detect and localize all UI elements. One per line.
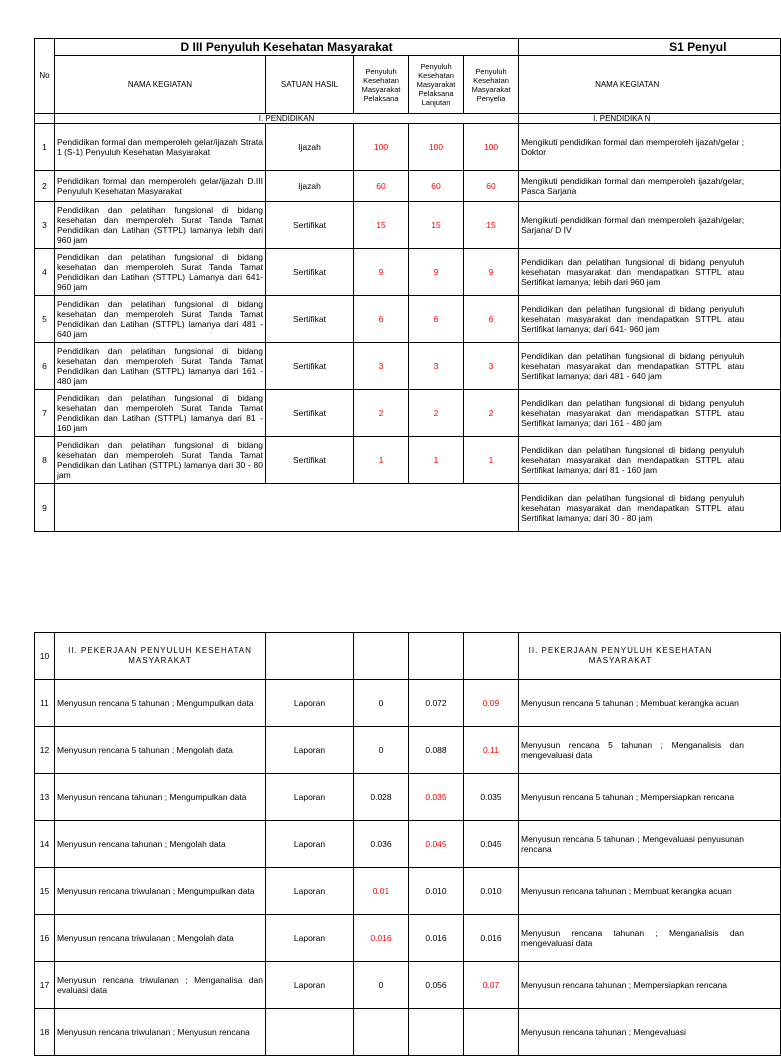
unit-cell: Sertifikat — [266, 343, 354, 390]
credit-penyelia — [464, 1009, 519, 1056]
credit-pelaksana: 0 — [354, 727, 409, 774]
credit-pelaksana: 2 — [354, 390, 409, 437]
credit-penyelia: 0.09 — [464, 680, 519, 727]
credit-lanjutan: 0.072 — [409, 680, 464, 727]
work-table — [34, 632, 781, 1056]
table-row — [35, 774, 781, 821]
unit-cell: Ijazah — [266, 124, 354, 171]
activity-name: Menyusun rencana 5 tahunan ; Mengumpulkan data — [55, 680, 266, 727]
unit-cell: Sertifikat — [266, 390, 354, 437]
credit-pelaksana: 3 — [354, 343, 409, 390]
unit-cell: Laporan — [266, 868, 354, 915]
credit-penyelia: 9 — [464, 249, 519, 296]
row-number: 12 — [35, 727, 55, 774]
unit-cell: Laporan — [266, 727, 354, 774]
s1-activity-name: Mengikuti pendidikan formal dan memperoleh ijazah/gelar ; Doktor — [519, 124, 781, 171]
unit-cell: Sertifikat — [266, 202, 354, 249]
empty-cell — [55, 484, 519, 532]
header-s1-nama-kegiatan: NAMA KEGIATAN — [519, 56, 781, 114]
activity-name: Menyusun rencana triwulanan ; Mengolah data — [55, 915, 266, 962]
row-number: 17 — [35, 962, 55, 1009]
credit-penyelia: 0.010 — [464, 868, 519, 915]
unit-cell: Ijazah — [266, 171, 354, 202]
row-number: 8 — [35, 437, 55, 484]
row-number: 6 — [35, 343, 55, 390]
credit-lanjutan: 15 — [409, 202, 464, 249]
credit-lanjutan: 0.016 — [409, 915, 464, 962]
s1-activity-name: Pendidikan dan pelatihan fungsional di bidang penyuluh kesehatan masyarakat dan mendapatkan STTPL atau Sertifikat lamanya; dari 481 - 640 jam — [519, 343, 781, 390]
table-row — [35, 437, 781, 484]
table-row — [35, 484, 781, 532]
activity-name: Pendidikan formal dan memperoleh gelar/ijazah D.III Penyuluh Kesehatan Masyarakat — [55, 171, 266, 202]
credit-penyelia: 60 — [464, 171, 519, 202]
credit-penyelia: 1 — [464, 437, 519, 484]
activity-name: Menyusun rencana tahunan ; Mengumpulkan data — [55, 774, 266, 821]
credit-pelaksana: 60 — [354, 171, 409, 202]
credit-penyelia: 15 — [464, 202, 519, 249]
row-number: 7 — [35, 390, 55, 437]
s1-activity-name: Menyusun rencana tahunan ; Menganalisis dan mengevaluasi data — [519, 915, 781, 962]
table-row — [35, 915, 781, 962]
table-row — [35, 390, 781, 437]
activity-name: Menyusun rencana tahunan ; Mengolah data — [55, 821, 266, 868]
activity-name: Menyusun rencana 5 tahunan ; Mengolah data — [55, 727, 266, 774]
unit-cell — [266, 1009, 354, 1056]
s1-activity-name: Menyusun rencana 5 tahunan ; Membuat kerangka acuan — [519, 680, 781, 727]
s1-activity-name: Mengikuti pendidikan formal dan memperoleh ijazah/gelar; Sarjana/ D IV — [519, 202, 781, 249]
credit-penyelia: 6 — [464, 296, 519, 343]
row-number: 4 — [35, 249, 55, 296]
table-row — [35, 296, 781, 343]
unit-cell: Laporan — [266, 774, 354, 821]
activity-name: Pendidikan dan pelatihan fungsional di bidang kesehatan dan memperoleh Surat Tanda Tamat Pendidikan dan Latihan (STTPL) lamanya dari 30 - 80 jam — [55, 437, 266, 484]
table-row — [35, 124, 781, 171]
section-label-pekerjaan: II. PEKERJAAN PENYULUH KESEHATAN MASYARAKAT — [55, 633, 266, 680]
credit-penyelia: 100 — [464, 124, 519, 171]
credit-lanjutan: 100 — [409, 124, 464, 171]
row-number: 13 — [35, 774, 55, 821]
s1-activity-name: Mengikuti pendidikan formal dan memperoleh ijazah/gelar; Pasca Sarjana — [519, 171, 781, 202]
section-label-pendidikan-s1: I. PENDIDIKA N — [519, 114, 781, 124]
activity-name: Pendidikan dan pelatihan fungsional di bidang kesehatan dan memperoleh Surat Tanda Tamat Pendidikan dan Latihan (STTPL) lamanya dari 481 - 640 jam — [55, 296, 266, 343]
table-row — [35, 1009, 781, 1056]
credit-lanjutan: 6 — [409, 296, 464, 343]
activity-name: Pendidikan dan pelatihan fungsional di bidang kesehatan dan memperoleh Surat Tanda Tamat Pendidikan dan Latihan (STTPL) Lamanya dari 641- 960 jam — [55, 249, 266, 296]
s1-activity-name: Menyusun rencana 5 tahunan ; Mempersiapkan rencana — [519, 774, 781, 821]
activity-name: Pendidikan formal dan memperoleh gelar/ijazah Strata 1 (S-1) Penyuluh Kesehatan Masyarakat — [55, 124, 266, 171]
s1-activity-name: Pendidikan dan pelatihan fungsional di bidang penyuluh kesehatan masyarakat dan mendapatkan STTPL atau Sertifikat lamanya; dari 641- 960 jam — [519, 296, 781, 343]
credit-penyelia: 3 — [464, 343, 519, 390]
table-row — [35, 171, 781, 202]
credit-pelaksana: 0.028 — [354, 774, 409, 821]
section-label-pendidikan: I. PENDIDIKAN — [55, 114, 519, 124]
credit-pelaksana: 6 — [354, 296, 409, 343]
s1-activity-name: Menyusun rencana 5 tahunan ; Mengevaluasi penyusunan rencana — [519, 821, 781, 868]
credit-lanjutan: 60 — [409, 171, 464, 202]
credit-lanjutan: 0.010 — [409, 868, 464, 915]
credit-pelaksana: 0.036 — [354, 821, 409, 868]
s1-activity-name: Pendidikan dan pelatihan fungsional di bidang penyuluh kesehatan masyarakat dan mendapatkan STTPL atau Sertifikat lamanya; dari 81 - 160 jam — [519, 437, 781, 484]
activity-name: Menyusun rencana triwulanan ; Menyusun rencana — [55, 1009, 266, 1056]
header-level-pelaksana: Penyuluh Kesehatan Masyarakat Pelaksana — [354, 56, 409, 114]
header-no: No — [35, 39, 55, 114]
activity-name: Pendidikan dan pelatihan fungsional di bidang kesehatan dan memperoleh Surat Tanda Tamat Pendidikan dan Latihan (STTPL) lamanya lebih dari 960 jam — [55, 202, 266, 249]
s1-activity-name: Pendidikan dan pelatihan fungsional di bidang penyuluh kesehatan masyarakat dan mendapatkan STTPL atau Sertifikat lamanya; lebih dari 960 jam — [519, 249, 781, 296]
s1-activity-name: Menyusun rencana tahunan ; Membuat kerangka acuan — [519, 868, 781, 915]
credit-lanjutan: 9 — [409, 249, 464, 296]
unit-cell: Sertifikat — [266, 296, 354, 343]
row-number: 15 — [35, 868, 55, 915]
credit-pelaksana: 9 — [354, 249, 409, 296]
activity-name: Pendidikan dan pelatihan fungsional di bidang kesehatan dan memperoleh Surat Tanda Tamat Pendidikan dan Latihan (STTPL) lamanya dari 161 - 480 jam — [55, 343, 266, 390]
credit-pelaksana: 0.01 — [354, 868, 409, 915]
header-s1-title: S1 Penyul — [519, 39, 781, 56]
s1-activity-name: Menyusun rencana 5 tahunan ; Menganalisis dan mengevaluasi data — [519, 727, 781, 774]
header-level-penyelia: Penyuluh Kesehatan Masyarakat Penyelia — [464, 56, 519, 114]
unit-cell: Laporan — [266, 821, 354, 868]
row-number: 10 — [35, 633, 55, 680]
education-table — [34, 38, 781, 532]
header-level-lanjutan: Penyuluh Kesehatan Masyarakat Pelaksana Lanjutan — [409, 56, 464, 114]
row-number: 16 — [35, 915, 55, 962]
table-row — [35, 202, 781, 249]
credit-penyelia: 0.11 — [464, 727, 519, 774]
table-row — [35, 868, 781, 915]
table-row — [35, 343, 781, 390]
credit-pelaksana: 0.016 — [354, 915, 409, 962]
row-number: 9 — [35, 484, 55, 532]
credit-penyelia: 0.035 — [464, 774, 519, 821]
credit-lanjutan: 0.035 — [409, 774, 464, 821]
section-label-pekerjaan-s1: II. PEKERJAAN PENYULUH KESEHATAN MASYARAKAT — [519, 633, 781, 680]
unit-cell: Sertifikat — [266, 437, 354, 484]
credit-lanjutan: 1 — [409, 437, 464, 484]
credit-lanjutan: 0.056 — [409, 962, 464, 1009]
credit-pelaksana: 0 — [354, 962, 409, 1009]
row-number: 3 — [35, 202, 55, 249]
table-row — [35, 821, 781, 868]
unit-cell: Sertifikat — [266, 249, 354, 296]
credit-penyelia: 0.016 — [464, 915, 519, 962]
credit-lanjutan: 0.045 — [409, 821, 464, 868]
credit-pelaksana: 100 — [354, 124, 409, 171]
table-row — [35, 249, 781, 296]
header-d3-title: D III Penyuluh Kesehatan Masyarakat — [55, 39, 519, 56]
credit-penyelia: 0.07 — [464, 962, 519, 1009]
credit-pelaksana: 1 — [354, 437, 409, 484]
s1-activity-name: Pendidikan dan pelatihan fungsional di bidang penyuluh kesehatan masyarakat dan mendapatkan STTPL atau Sertifikat lamanya; dari 30 - 80 jam — [519, 484, 781, 532]
credit-lanjutan: 3 — [409, 343, 464, 390]
row-number: 18 — [35, 1009, 55, 1056]
header-nama-kegiatan: NAMA KEGIATAN — [55, 56, 266, 114]
table-row — [35, 962, 781, 1009]
table-row — [35, 680, 781, 727]
credit-pelaksana — [354, 1009, 409, 1056]
activity-name: Menyusun rencana triwulanan ; Menganalisa dan evaluasi data — [55, 962, 266, 1009]
credit-lanjutan — [409, 1009, 464, 1056]
activity-name: Menyusun rencana triwulanan ; Mengumpulkan data — [55, 868, 266, 915]
s1-activity-name: Menyusun rencana tahunan ; Mengevaluasi — [519, 1009, 781, 1056]
s1-activity-name: Menyusun rencana tahunan ; Mempersiapkan rencana — [519, 962, 781, 1009]
unit-cell: Laporan — [266, 915, 354, 962]
s1-activity-name: Pendidikan dan pelatihan fungsional di bidang penyuluh kesehatan masyarakat dan mendapatkan STTPL atau Sertifikat lamanya; dari 161 - 480 jam — [519, 390, 781, 437]
credit-lanjutan: 0.088 — [409, 727, 464, 774]
row-number: 11 — [35, 680, 55, 727]
row-number: 1 — [35, 124, 55, 171]
row-number: 5 — [35, 296, 55, 343]
credit-penyelia: 0.045 — [464, 821, 519, 868]
row-number: 2 — [35, 171, 55, 202]
table-row — [35, 727, 781, 774]
credit-lanjutan: 2 — [409, 390, 464, 437]
credit-pelaksana: 15 — [354, 202, 409, 249]
unit-cell: Laporan — [266, 680, 354, 727]
credit-pelaksana: 0 — [354, 680, 409, 727]
header-satuan-hasil: SATUAN HASIL — [266, 56, 354, 114]
activity-name: Pendidikan dan pelatihan fungsional di bidang kesehatan dan memperoleh Surat Tanda Tamat Pendidikan dan Latihan (STTPL) lamanya dari 81 - 160 jam — [55, 390, 266, 437]
row-number: 14 — [35, 821, 55, 868]
unit-cell: Laporan — [266, 962, 354, 1009]
credit-penyelia: 2 — [464, 390, 519, 437]
